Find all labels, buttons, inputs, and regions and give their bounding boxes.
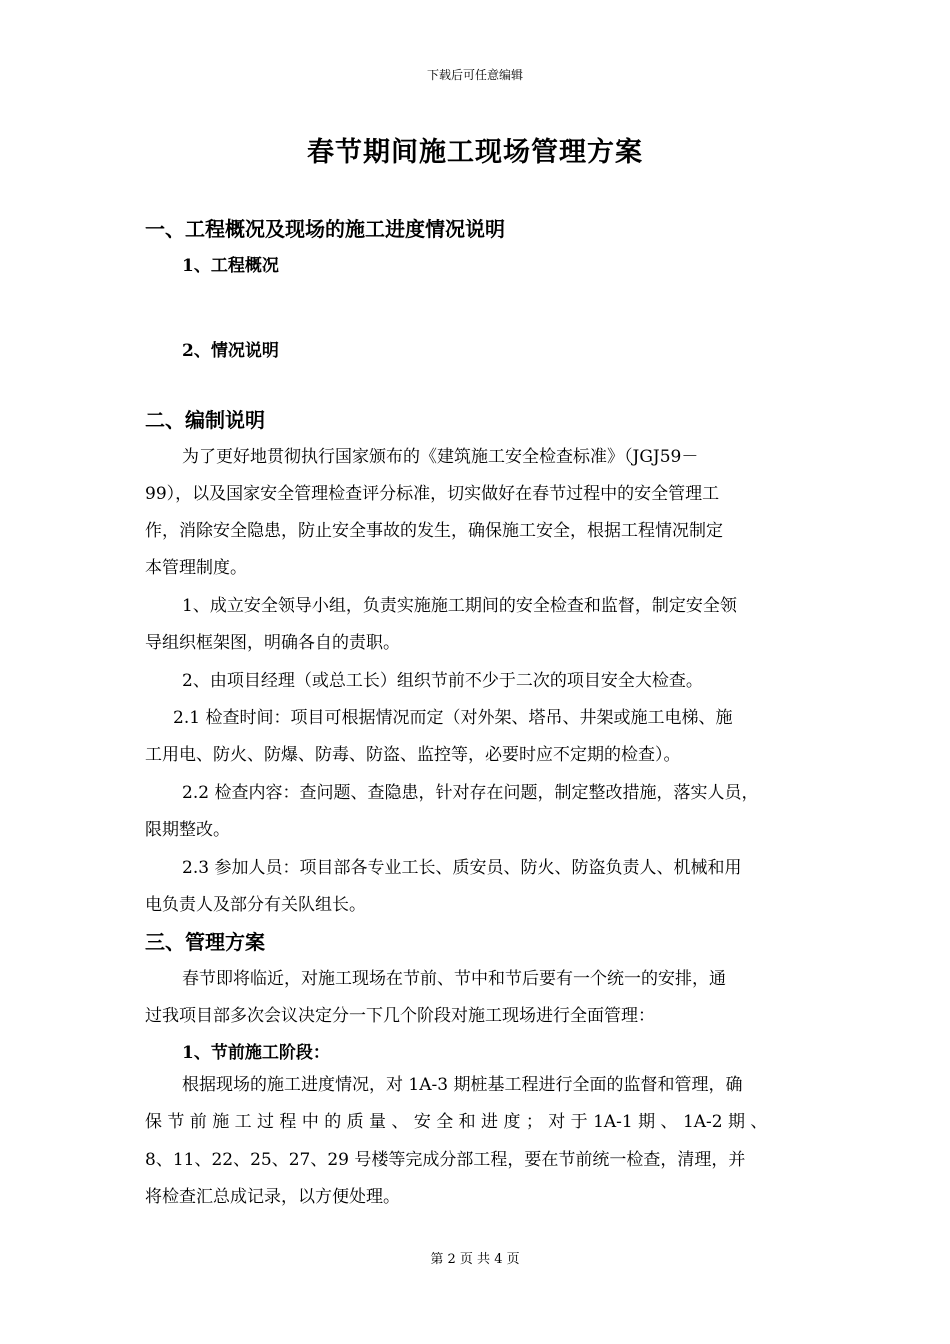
paragraph-line: 保 节 前 施 工 过 程 中 的 质 量 、 安 全 和 进 度 ； 对 于 1A-1 期 、 1A-2 期 、 xyxy=(145,1112,768,1132)
paragraph-line: 2.3 参加人员：项目部各专业工长、质安员、防火、防盗负责人、机械和用 xyxy=(182,858,742,878)
paragraph-line: 作，消除安全隐患，防止安全事故的发生，确保施工安全，根据工程情况制定 xyxy=(145,521,723,541)
section-1-sub-1: 1、工程概况 xyxy=(182,256,279,276)
paragraph-line: 为了更好地贯彻执行国家颁布的《建筑施工安全检查标准》（JGJ59－ xyxy=(182,447,699,467)
paragraph-line: 根据现场的施工进度情况，对 1A-3 期桩基工程进行全面的监督和管理，确 xyxy=(182,1075,743,1095)
paragraph-line: 2.1 检查时间：项目可根据情况而定（对外架、塔吊、井架或施工电梯、施 xyxy=(173,708,733,728)
section-2-heading: 二、编制说明 xyxy=(145,408,265,432)
section-1-sub-2: 2、情况说明 xyxy=(182,341,279,361)
paragraph-line: 8、11、22、25、27、29 号楼等完成分部工程，要在节前统一检查，清理，并 xyxy=(145,1150,746,1170)
paragraph-line: 春节即将临近，对施工现场在节前、节中和节后要有一个统一的安排，通 xyxy=(182,969,726,989)
section-1-heading: 一、工程概况及现场的施工进度情况说明 xyxy=(145,217,505,241)
section-3-sub-1: 1、节前施工阶段： xyxy=(182,1043,330,1063)
paragraph-line: 导组织框架图，明确各自的责职。 xyxy=(145,633,400,653)
paragraph-line: 限期整改。 xyxy=(145,820,230,840)
paragraph-line: 本管理制度。 xyxy=(145,558,247,578)
paragraph-line: 电负责人及部分有关队组长。 xyxy=(145,895,366,915)
paragraph-line: 99），以及国家安全管理检查评分标准，切实做好在春节过程中的安全管理工 xyxy=(145,484,720,504)
paragraph-line: 过我项目部多次会议决定分一下几个阶段对施工现场进行全面管理： xyxy=(145,1006,655,1026)
page-title: 春节期间施工现场管理方案 xyxy=(307,137,643,168)
page-number-footer: 第 2 页 共 4 页 xyxy=(430,1252,520,1267)
header-note: 下载后可任意编辑 xyxy=(426,68,523,82)
paragraph-line: 工用电、防火、防爆、防毒、防盗、监控等，必要时应不定期的检查）。 xyxy=(145,745,681,765)
paragraph-line: 将检查汇总成记录，以方便处理。 xyxy=(145,1187,400,1207)
paragraph-line: 2、由项目经理（或总工长）组织节前不少于二次的项目安全大检查。 xyxy=(182,671,703,691)
section-3-heading: 三、管理方案 xyxy=(145,930,265,954)
paragraph-line: 2.2 检查内容：查问题、查隐患，针对存在问题，制定整改措施，落实人员， xyxy=(182,783,759,803)
paragraph-line: 1、成立安全领导小组，负责实施施工期间的安全检查和监督，制定安全领 xyxy=(182,596,737,616)
